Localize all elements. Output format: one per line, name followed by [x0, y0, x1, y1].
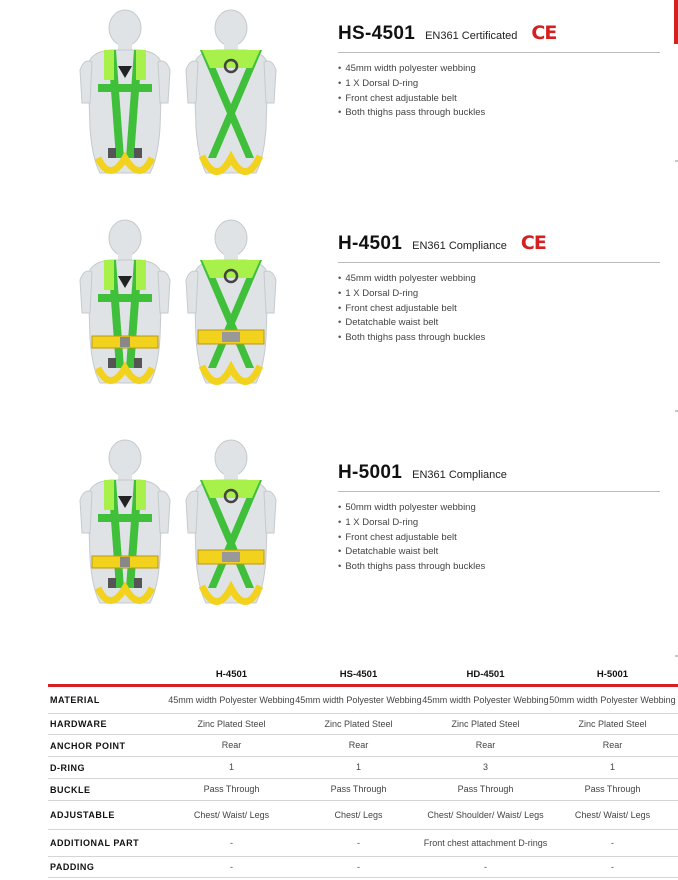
spec-table-header: [48, 664, 678, 684]
table-cell: Pass Through: [584, 784, 641, 794]
table-cell: 1: [609, 762, 615, 772]
harness-product-image: [78, 8, 278, 193]
table-cell: -: [357, 861, 360, 872]
ce-mark-icon: CE: [531, 22, 557, 44]
row-label: BUCKLE: [50, 784, 91, 795]
product-certification: EN361 Compliance: [412, 240, 507, 252]
table-cell: -: [484, 861, 487, 872]
product-info: [338, 462, 660, 575]
table-cell: Pass Through: [457, 784, 514, 794]
table-cell: 1: [355, 762, 361, 772]
spec-column-header: HS-4501: [339, 668, 378, 680]
feature-item: • Detatchable waist belt: [338, 545, 660, 560]
feature-item: • Both thighs pass through buckles: [338, 331, 660, 346]
table-row: [48, 714, 678, 735]
feature-item: • Both thighs pass through buckles: [338, 560, 660, 575]
product-model: HS-4501: [338, 23, 416, 44]
title-divider: [338, 262, 660, 263]
product-title-row: [338, 22, 660, 45]
spec-table: [48, 664, 678, 878]
feature-item: • Detatchable waist belt: [338, 316, 660, 331]
table-row: [48, 687, 678, 714]
product-info: [338, 232, 660, 346]
table-cell: -: [611, 861, 614, 872]
feature-list: [338, 62, 660, 121]
feature-item: • 45mm width polyester webbing: [338, 62, 660, 77]
table-cell: -: [611, 837, 614, 848]
table-cell: Rear: [475, 740, 496, 750]
row-label: ADDITIONAL PART: [50, 838, 140, 848]
table-row: [48, 757, 678, 779]
table-cell: Zinc Plated Steel: [578, 718, 647, 729]
product-info: [338, 22, 660, 121]
table-cell: Rear: [221, 740, 242, 750]
table-cell: Zinc Plated Steel: [451, 718, 520, 729]
product-certification: EN361 Certificated: [425, 30, 518, 42]
feature-item: • Front chest adjustable belt: [338, 302, 660, 317]
table-cell: 1: [228, 762, 234, 772]
table-row: [48, 830, 678, 857]
feature-item: • Front chest adjustable belt: [338, 531, 660, 546]
feature-list: [338, 501, 660, 575]
table-cell: Front chest attachment D-rings: [423, 837, 548, 848]
feature-item: • 1 X Dorsal D-ring: [338, 287, 660, 302]
row-label: ADJUSTABLE: [50, 810, 115, 820]
table-cell: 45mm width Polyester Webbing: [422, 694, 549, 705]
harness-product-image: [78, 438, 278, 623]
title-divider: [338, 491, 660, 492]
table-cell: Rear: [348, 740, 369, 750]
table-row: [48, 735, 678, 757]
table-cell: Pass Through: [203, 784, 260, 794]
title-divider: [338, 52, 660, 53]
table-cell: -: [230, 837, 233, 848]
spec-column-header: H-4501: [215, 668, 248, 680]
table-cell: Zinc Plated Steel: [324, 718, 393, 729]
table-cell: Chest/ Waist/ Legs: [574, 809, 651, 820]
product-model: H-5001: [338, 462, 403, 483]
table-row: [48, 801, 678, 830]
product-title-row: [338, 462, 660, 484]
table-cell: 45mm width Polyester Webbing: [295, 694, 422, 705]
table-cell: -: [230, 861, 233, 872]
row-label: PADDING: [50, 862, 95, 872]
table-cell: 3: [482, 762, 488, 772]
feature-item: • Front chest adjustable belt: [338, 92, 660, 107]
feature-item: • Both thighs pass through buckles: [338, 106, 660, 121]
table-cell: Pass Through: [330, 784, 387, 794]
table-cell: Chest/ Legs: [334, 809, 383, 820]
row-label: MATERIAL: [50, 695, 100, 705]
spec-table-body: [48, 687, 678, 878]
table-cell: Chest/ Waist/ Legs: [193, 809, 270, 820]
row-label: ANCHOR POINT: [50, 740, 126, 751]
row-label: D-RING: [50, 762, 85, 773]
harness-product-image: [78, 218, 278, 403]
table-cell: Zinc Plated Steel: [197, 718, 266, 729]
table-cell: 45mm width Polyester Webbing: [168, 694, 295, 705]
row-label: HARDWARE: [50, 719, 107, 729]
feature-item: • 50mm width polyester webbing: [338, 501, 660, 516]
table-cell: Rear: [602, 740, 623, 750]
spec-column-header: H-5001: [596, 668, 629, 680]
table-cell: Chest/ Shoulder/ Waist/ Legs: [427, 809, 544, 820]
product-title-row: [338, 232, 660, 255]
product-certification: EN361 Compliance: [412, 469, 507, 481]
table-row: [48, 857, 678, 878]
feature-item: • 1 X Dorsal D-ring: [338, 516, 660, 531]
spec-column-header: HD-4501: [466, 668, 505, 680]
feature-list: [338, 272, 660, 346]
product-model: H-4501: [338, 233, 403, 254]
table-cell: 50mm width Polyester Webbing: [549, 694, 676, 705]
feature-item: • 45mm width polyester webbing: [338, 272, 660, 287]
table-row: [48, 779, 678, 801]
table-cell: -: [357, 837, 360, 848]
page-edge-accent: [674, 0, 678, 44]
ce-mark-icon: CE: [520, 232, 546, 254]
feature-item: • 1 X Dorsal D-ring: [338, 77, 660, 92]
